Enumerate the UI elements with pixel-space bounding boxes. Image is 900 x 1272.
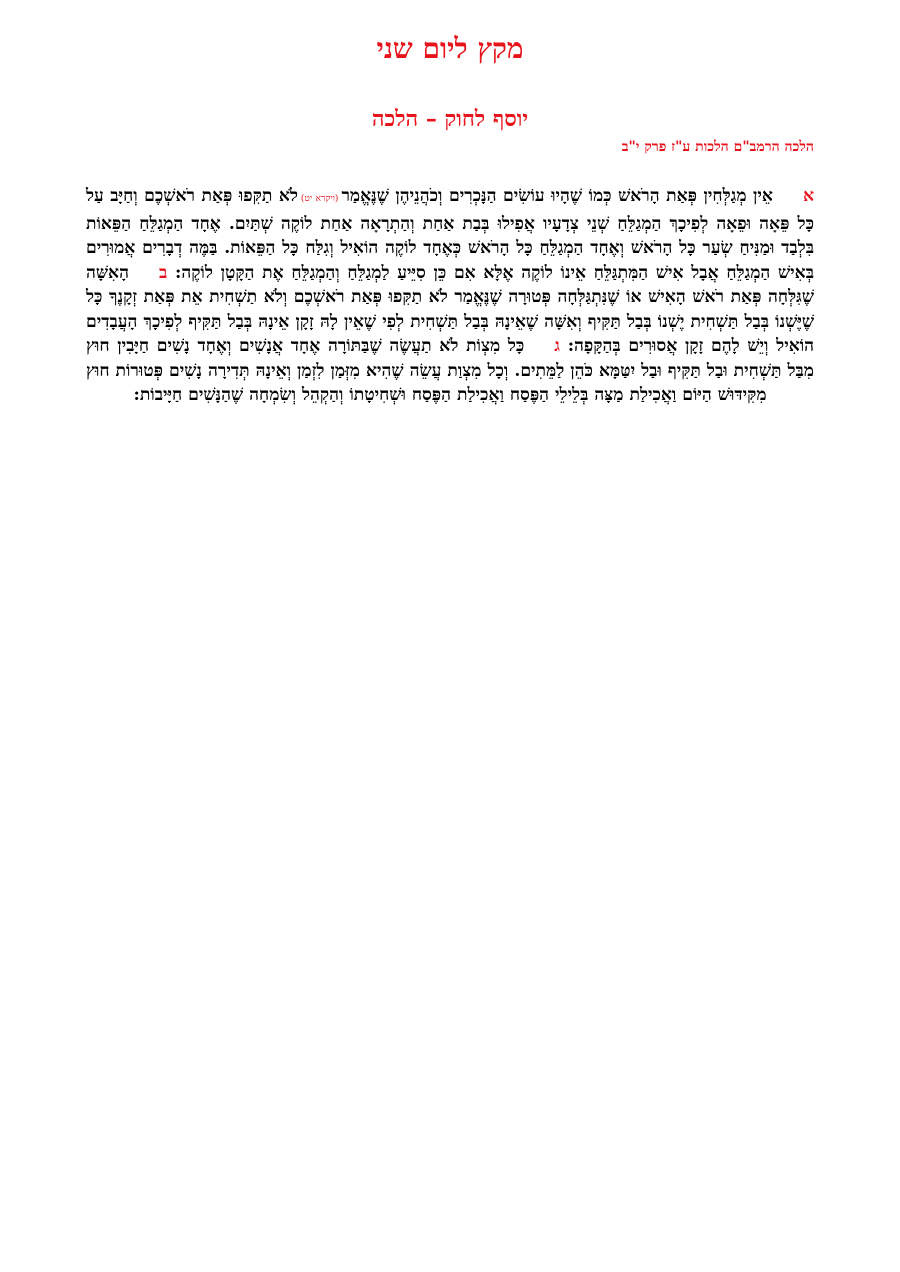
halacha-body xyxy=(86,184,814,408)
page-title: מקץ ליום שני xyxy=(376,32,524,65)
halacha-1-text-part1: אֵין מְגַלְּחִין פְּאַת הָרֹאשׁ כְּמוֹ שֶׁהָיוּ עוֹשִׂים הַנָּכְרִים וְכֹהֲנֵיהֶן שֶׁנֶּאֱמַר xyxy=(341,186,773,206)
halacha-letter-1: א xyxy=(802,186,815,206)
halacha-letter-3: ג xyxy=(554,336,560,356)
halacha-1-text-part2: לֹא תַקִּפוּ פְּאַת רֹאשְׁכֶם וְחַיָּב עַל כָּל פֵּאָה וּפֵאָה לְפִיכָךְ הַמְגַלֵּחַ שְׁנֵי צְדָעָיו אֲפִילוּ בְּבַת אַחַת וְהַתְרָאָה אַחַת לוֹקֶה שְׁתַּיִם. אֶחָד הַמְגַלֵּחַ הַפֵּאוֹת בִּלְבַד וּמַנִּיחַ שְׂעַר כָּל הָרֹאשׁ וְאֶחָד הַמְגַלֵּחַ כָּל הָרֹאשׁ כְּאֶחָד לוֹקֶה הוֹאִיל וְגִלַּח כָּל הַפֵּאוֹת. בַּמֶּה דְבָרִים אֲמוּרִים בְּאִישׁ הַמְגַלֵּחַ אֲבָל אִישׁ הַמִּתְגַּלֵּחַ אֵינוֹ לוֹקֶה אֶלָּא אִם כֵּן סִיֵּיעַ לַמְגַלֵּחַ וְהַמְגַלֵּחַ אֶת הַקָּטָן לוֹקֶה: xyxy=(86,186,814,283)
source-reference: הלכה הרמב"ם הלכות ע"ז פרק י"ב xyxy=(621,139,814,155)
halacha-3-text: כָּל מִצְוֹת לֹא תַעֲשֶׂה שֶׁבַּתּוֹרָה אֶחָד אֲנָשִׁים וְאֶחָד נָשִׁים חַיָּבִין חוּץ מִבַּל תַּשְׁחִית וּבַל תַּקִּיף וּבַל יִטַּמָּא כֹּהֵן לַמֵּתִים. וְכָל מִצְוַת עֲשֵׂה שֶׁהִיא מִזְּמַן לִזְמַן וְאֵינָהּ תְּדִירָה נָשִׁים פְּטוּרוֹת חוּץ מִקִּידּוּשׁ הַיּוֹם וַאֲכִילַת מַצָּה בְּלֵילֵי הַפֶּסַח וַאֲכִילַת הַפֶּסַח וּשְׁחִיטָתוֹ וְהַקְהֵל וְשִׂמְחָה שֶׁהַנָּשִׁים חַיָּיבוֹת: xyxy=(86,336,814,405)
section-subtitle: יוסף לחוק – הלכה xyxy=(371,106,529,132)
halacha-letter-2: ב xyxy=(158,262,168,283)
verse-reference: (ויקרא יט) xyxy=(300,194,339,204)
halacha-2-text: הָאִשָּׁה שֶׁגִּלְּחָה פְּאַת רֹאשׁ הָאִישׁ אוֹ שֶׁנִּתְגַּלְּחָה פְּטוּרָה שֶׁנֶּאֱמַר לֹא תַקִּפוּ פְּאַת רֹאשְׁכֶם וְלֹא תַשְׁחִית אֵת פְּאַת זְקָנֶךָ כָּל שֶׁיֶּשְׁנוֹ בְּבַל תַּשְׁחִית יֶשְׁנוֹ בְּבַל תַּקִּיף וְאִשָּׁה שֶׁאֵינָהּ בְּבַל תַּשְׁחִית לְפִי שֶׁאֵין לָהּ זָקָן אֵינָהּ בְּבַל תַּקִּיף לְפִיכָךְ הָעֲבָדִים הוֹאִיל וְיֵשׁ לָהֶם זָקָן אֲסוּרִים בְּהַקָּפָה: xyxy=(86,262,815,356)
